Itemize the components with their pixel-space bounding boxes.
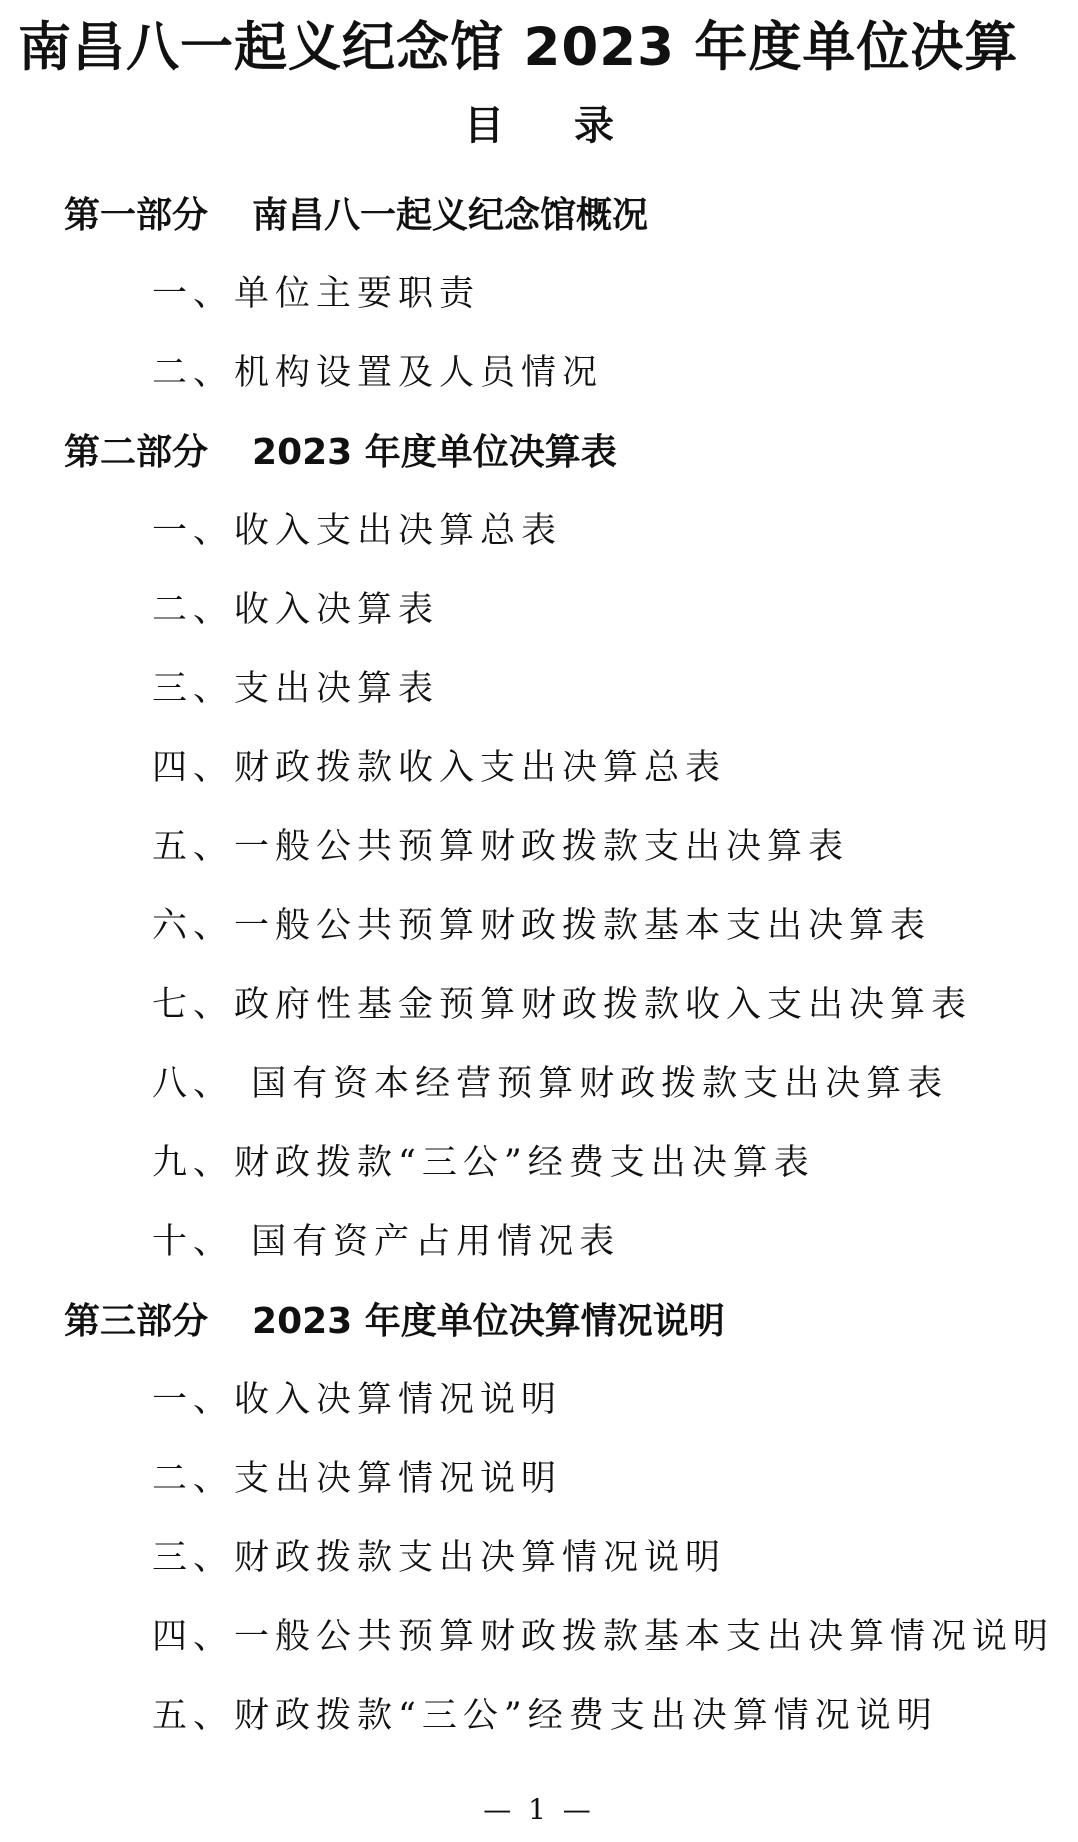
toc-item: 八、 国有资本经营预算财政拨款支出决算表 bbox=[152, 1064, 949, 1104]
toc-item: 一、收入决算情况说明 bbox=[152, 1380, 563, 1420]
toc-item: 十、 国有资产占用情况表 bbox=[152, 1222, 621, 1262]
toc-item: 二、支出决算情况说明 bbox=[152, 1459, 563, 1499]
toc-item: 三、支出决算表 bbox=[152, 669, 440, 709]
toc-item: 四、财政拨款收入支出决算总表 bbox=[152, 748, 727, 788]
part-title: 2023 年度单位决算表 bbox=[252, 432, 617, 473]
toc-part-2 bbox=[0, 413, 1078, 492]
part-label: 第二部分 bbox=[64, 432, 209, 473]
toc-item: 一、收入支出决算总表 bbox=[152, 511, 563, 551]
toc-item: 二、机构设置及人员情况 bbox=[152, 353, 604, 393]
toc-item: 三、财政拨款支出决算情况说明 bbox=[152, 1538, 727, 1578]
toc-item: 五、一般公共预算财政拨款支出决算表 bbox=[152, 827, 850, 867]
toc-part-3 bbox=[0, 1282, 1078, 1361]
toc-item: 二、收入决算表 bbox=[152, 590, 440, 630]
part-label: 第一部分 bbox=[64, 195, 209, 236]
toc-item: 七、政府性基金预算财政拨款收入支出决算表 bbox=[152, 985, 973, 1025]
toc-item: 六、一般公共预算财政拨款基本支出决算表 bbox=[152, 906, 932, 946]
part-title: 南昌八一起义纪念馆概况 bbox=[252, 195, 649, 236]
toc-part-1 bbox=[0, 176, 1078, 255]
page-number: — 1 — bbox=[483, 1793, 595, 1826]
document-title: 南昌八一起义纪念馆 2023 年度单位决算 bbox=[18, 17, 1019, 78]
toc-item: 九、财政拨款“三公”经费支出决算表 bbox=[152, 1143, 815, 1183]
toc-item: 五、财政拨款“三公”经费支出决算情况说明 bbox=[152, 1696, 938, 1736]
part-title: 2023 年度单位决算情况说明 bbox=[252, 1301, 725, 1342]
table-of-contents bbox=[0, 176, 1078, 1756]
part-label: 第三部分 bbox=[64, 1301, 209, 1342]
toc-item: 四、一般公共预算财政拨款基本支出决算情况说明 bbox=[152, 1617, 1055, 1657]
toc-heading: 目录 bbox=[464, 103, 684, 149]
toc-item: 一、单位主要职责 bbox=[152, 274, 481, 314]
